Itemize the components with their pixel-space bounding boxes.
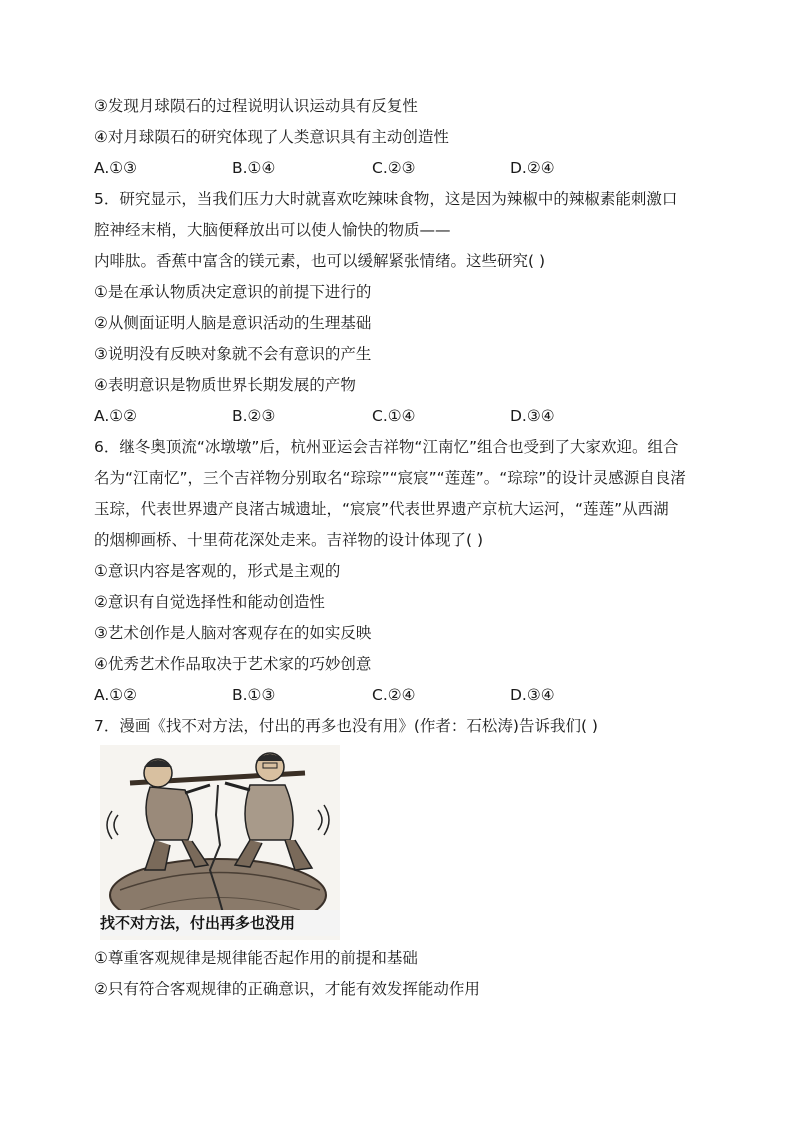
q5-item-1: ①是在承认物质决定意识的前提下进行的	[94, 283, 372, 301]
q5-option-d: D.③④	[510, 407, 555, 425]
q5-stem-line-2: 腔神经末梢，大脑便释放出可以使人愉快的物质——	[94, 221, 451, 239]
q6-item-1: ①意识内容是客观的，形式是主观的	[94, 562, 341, 580]
q4-item-3: ③发现月球陨石的过程说明认识运动具有反复性	[94, 97, 418, 115]
q6-item-3: ③艺术创作是人脑对客观存在的如实反映	[94, 624, 372, 642]
q6-option-c: C.②④	[372, 686, 416, 704]
q5-item-3: ③说明没有反映对象就不会有意识的产生	[94, 345, 372, 363]
q6-option-a: A.①②	[94, 686, 138, 704]
q5-option-b: B.②③	[232, 407, 276, 425]
q7-item-2: ②只有符合客观规律的正确意识，才能有效发挥能动作用	[94, 980, 480, 998]
q5-item-4: ④表明意识是物质世界长期发展的产物	[94, 376, 356, 394]
q4-option-d: D.②④	[510, 159, 555, 177]
q5-option-a: A.①②	[94, 407, 138, 425]
q5-stem-line-3: 内啡肽。香蕉中富含的镁元素，也可以缓解紧张情绪。这些研究( )	[94, 252, 546, 270]
q4-option-b: B.①④	[232, 159, 276, 177]
q4-option-c: C.②③	[372, 159, 416, 177]
q4-option-a: A.①③	[94, 159, 138, 177]
q7-item-1: ①尊重客观规律是规律能否起作用的前提和基础	[94, 949, 418, 967]
q6-item-4: ④优秀艺术作品取决于艺术家的巧妙创意	[94, 655, 372, 673]
q5-option-c: C.①④	[372, 407, 416, 425]
q6-stem-line-1: 6．继冬奥顶流“冰墩墩”后，杭州亚运会吉祥物“江南忆”组合也受到了大家欢迎。组合	[94, 438, 679, 456]
q6-stem-line-3: 玉琮，代表世界遗产良渚古城遗址，“宸宸”代表世界遗产京杭大运河，“莲莲”从西湖	[94, 500, 669, 518]
q6-option-b: B.①③	[232, 686, 276, 704]
q6-stem-line-4: 的烟柳画桥、十里荷花深处走来。吉祥物的设计体现了( )	[94, 531, 484, 549]
q6-option-d: D.③④	[510, 686, 555, 704]
q6-stem-line-2: 名为“江南忆”，三个吉祥物分别取名“琮琮”“宸宸”“莲莲”。“琮琮”的设计灵感源自良渚	[94, 469, 686, 487]
q5-stem-line-1: 5．研究显示，当我们压力大时就喜欢吃辣味食物，这是因为辣椒中的辣椒素能刺激口	[94, 190, 678, 208]
q4-item-4: ④对月球陨石的研究体现了人类意识具有主动创造性	[94, 128, 449, 146]
q6-item-2: ②意识有自觉选择性和能动创造性	[94, 593, 325, 611]
cartoon-caption: 找不对方法，付出再多也没用	[100, 910, 340, 936]
q7-stem: 7．漫画《找不对方法，付出的再多也没有用》(作者：石松涛)告诉我们( )	[94, 717, 598, 735]
q5-item-2: ②从侧面证明人脑是意识活动的生理基础	[94, 314, 372, 332]
